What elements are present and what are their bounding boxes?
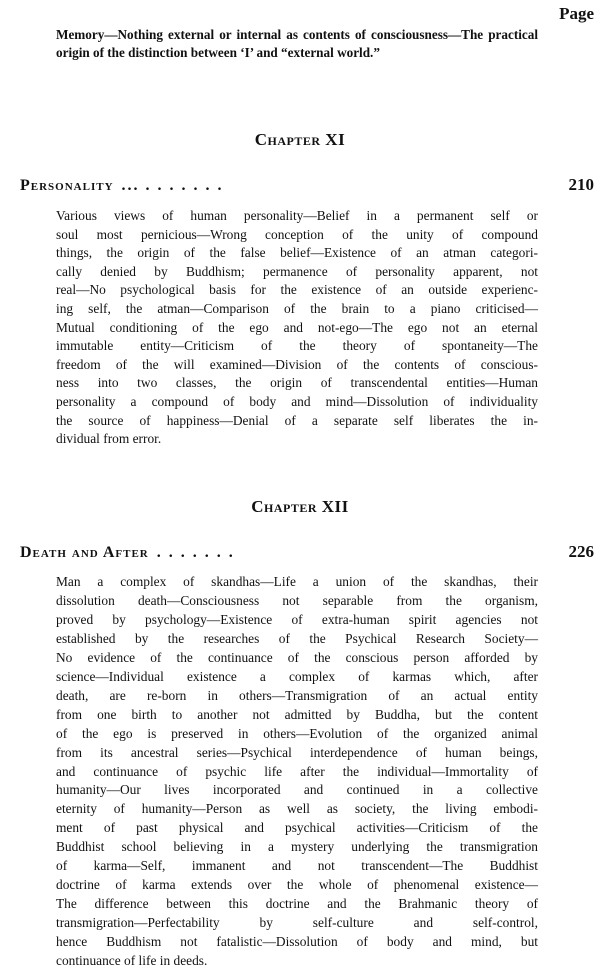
summary-line: ness into two classes, the origin of transcendental entities—Human xyxy=(56,375,538,391)
chapter-11-summary xyxy=(56,207,538,449)
summary-line: transmigration—Perfectability by self-culture and self-control, xyxy=(56,915,538,931)
summary-line: hence Buddhism not fatalistic—Dissolution of body and mind, but xyxy=(56,934,538,950)
intro-paragraph: Memory—Nothing external or internal as contents of consciousness—The practical origin of the distinction between ‘I’ and “external world.” xyxy=(56,27,538,60)
summary-line: personality a compound of body and mind—Dissolution of individuality xyxy=(56,393,538,409)
summary-line: dividual from error. xyxy=(56,431,162,447)
summary-line: the source of happiness—Denial of a separate self liberates the in- xyxy=(56,412,538,428)
chapter-12-title: Death and After xyxy=(20,544,149,561)
summary-line: death, are re-born in others—Transmigration of an actual entity xyxy=(56,687,538,703)
chapter-11-heading: Chapter XI xyxy=(254,130,346,149)
chapter-12-entry xyxy=(20,542,594,562)
summary-line: of the ego is preserved in others—Evolution of the organized animal xyxy=(56,725,538,741)
summary-line: freedom of the will examined—Division of the contents of conscious- xyxy=(56,356,538,372)
summary-line: science—Individual existence a complex of karmas which, after xyxy=(56,668,538,684)
summary-line: Buddhist school believing in a mystery underlying the transmigration xyxy=(56,839,538,855)
summary-line: Various views of human personality—Belief in a permanent self or xyxy=(56,208,538,223)
summary-line: from one birth to another not admitted by Buddha, but the content xyxy=(56,706,538,722)
summary-line: and continuance of psychic life after the individual—Immortality of xyxy=(56,763,538,779)
summary-line: eternity of humanity—Person as well as society, the living embodi- xyxy=(56,801,538,817)
chapter-12-heading: Chapter XII xyxy=(251,497,349,516)
page-column-label: Page xyxy=(559,4,594,23)
chapter-11-leader-dots: ... . . . . . . . xyxy=(121,177,224,194)
summary-line: cally denied by Buddhism; permanence of personality apparent, not xyxy=(56,263,538,279)
summary-line: dissolution death—Consciousness not separable from the organism, xyxy=(56,592,538,608)
summary-line: established by the researches of the Psychical Research Society— xyxy=(56,630,538,646)
summary-line: from its ancestral series—Psychical interdependence of human beings, xyxy=(56,744,538,760)
summary-line: ment of past physical and psychical activities—Criticism of the xyxy=(56,820,538,836)
chapter-12-summary xyxy=(56,573,538,971)
summary-line: of karma—Self, immanent and not transcendent—The Buddhist xyxy=(56,858,538,874)
summary-line: proved by psychology—Existence of extra-human spirit agencies not xyxy=(56,611,538,627)
summary-line: The difference between this doctrine and the Brahmanic theory of xyxy=(56,896,538,912)
chapter-11-entry xyxy=(20,175,594,195)
summary-line: No evidence of the continuance of the conscious person afforded by xyxy=(56,649,538,665)
summary-line: real—No psychological basis for the existence of an outside experienc- xyxy=(56,282,538,298)
chapter-12-page-number: 226 xyxy=(568,542,594,561)
summary-line: doctrine of karma extends over the whole of phenomenal existence— xyxy=(56,877,538,893)
summary-line: soul most pernicious—Wrong conception of the unity of compound xyxy=(56,226,538,242)
summary-line: Mutual conditioning of the ego and not-ego—The ego not an eternal xyxy=(56,319,538,335)
summary-line: continuance of life in deeds. xyxy=(56,953,208,969)
summary-line: ing self, the atman—Comparison of the brain to a piano criticised— xyxy=(56,300,538,316)
summary-line: humanity—Our lives incorporated and continued in a collective xyxy=(56,782,538,798)
chapter-11-page-number: 210 xyxy=(568,175,594,194)
chapter-11-title: Personality xyxy=(20,177,114,194)
summary-line: Man a complex of skandhas—Life a union of the skandhas, their xyxy=(56,574,538,589)
summary-line: things, the origin of the false belief—Existence of an atman categori- xyxy=(56,245,538,261)
chapter-12-leader-dots: . . . . . . . xyxy=(156,544,235,561)
summary-line: immutable entity—Criticism of the theory of spontaneity—The xyxy=(56,338,538,354)
